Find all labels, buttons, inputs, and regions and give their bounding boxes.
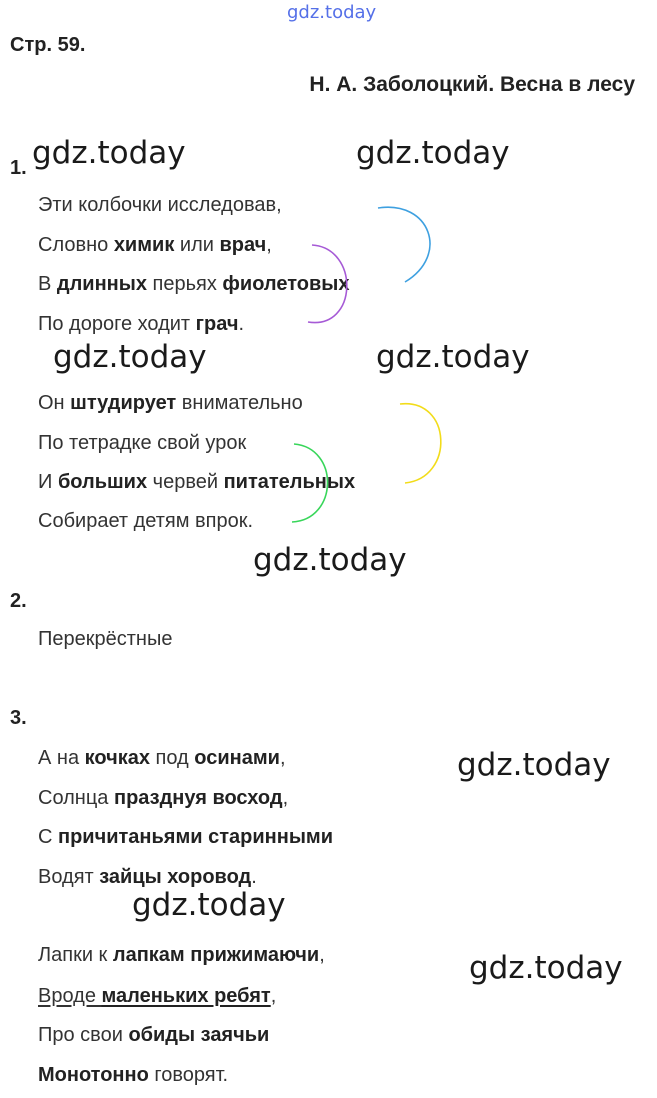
line-segment: . — [251, 866, 257, 888]
line-segment: празднуя восход — [113, 787, 283, 809]
line-segment: В — [38, 273, 57, 295]
poem-title: Н. А. Заболоцкий. Весна в лесу — [309, 73, 635, 96]
watermark: gdz.today — [53, 339, 207, 375]
line-segment: или — [174, 234, 220, 256]
watermark: gdz.today — [253, 542, 407, 578]
line-segment: Словно — [38, 234, 114, 256]
line-segment: химик — [113, 234, 175, 256]
watermark: gdz.today — [457, 747, 611, 783]
line-segment: Он — [38, 392, 71, 414]
rhyme-arc-green — [292, 444, 328, 522]
line-segment: Солнца — [38, 787, 114, 809]
line-segment: питательных — [223, 471, 356, 493]
line-segment: обиды заячьи — [128, 1024, 270, 1046]
task3-line — [38, 984, 276, 1008]
line-segment: зайцы хоровод — [99, 866, 252, 888]
rhyme-arc-blue — [378, 207, 430, 282]
line-segment: Монотонно — [38, 1064, 149, 1086]
task3-line — [38, 865, 257, 889]
task2-answer: Перекрёстные — [38, 628, 173, 650]
task3-line — [38, 943, 325, 967]
line-segment: , — [266, 234, 272, 256]
line-segment: осинами — [194, 747, 280, 769]
page-label: Стр. 59. — [10, 34, 86, 56]
line-segment: внимательно — [176, 392, 303, 414]
task-3-number: 3. — [10, 707, 27, 729]
line-segment: , — [319, 944, 325, 966]
line-segment: грач — [195, 313, 239, 335]
line-segment: Лапки к — [38, 944, 113, 966]
line-segment: , — [279, 747, 286, 769]
line-segment: длинных — [56, 273, 147, 295]
line-segment: С — [38, 826, 58, 848]
task3-line — [38, 746, 286, 770]
line-segment: под — [149, 747, 195, 769]
line-segment: И — [38, 471, 58, 493]
line-segment: По тетрадке свой урок — [38, 432, 247, 454]
line-segment: А на — [38, 747, 85, 769]
line-segment: Водят — [38, 866, 100, 888]
task3-line — [38, 786, 288, 810]
line-segment: кочках — [84, 747, 150, 769]
line-segment: По дороге ходит — [38, 313, 196, 335]
line-segment: говорят. — [148, 1064, 229, 1086]
watermark: gdz.today — [376, 339, 530, 375]
task3-line — [38, 825, 333, 849]
watermark: gdz.today — [32, 135, 186, 171]
line-segment: фиолетовых — [222, 273, 350, 295]
line-segment: . — [238, 313, 245, 335]
line-segment: маленьких ребят — [101, 985, 271, 1007]
line-segment: Вроде — [38, 985, 102, 1007]
line-segment: , — [282, 787, 289, 809]
line-segment: Про свои — [38, 1024, 129, 1046]
line-segment: больших — [57, 471, 148, 493]
line-segment: Собирает детям впрок. — [38, 510, 254, 532]
rhyme-arc-purple — [308, 245, 347, 323]
line-segment: , — [270, 985, 277, 1007]
task3-line — [38, 1063, 228, 1087]
line-segment: лапкам прижимаючи — [112, 944, 320, 966]
line-segment: перьях — [146, 273, 223, 295]
task3-line — [38, 1023, 269, 1047]
task-2-number: 2. — [10, 590, 27, 612]
line-segment: червей — [147, 471, 224, 493]
line-segment: врач — [219, 234, 267, 256]
watermark: gdz.today — [469, 950, 623, 986]
line-segment: штудирует — [70, 392, 177, 414]
watermark: gdz.today — [356, 135, 510, 171]
line-segment: причитаньями старинными — [58, 826, 333, 848]
task-1-number: 1. — [10, 157, 27, 179]
rhyme-arc-yellow — [400, 404, 441, 483]
line-segment: Эти колбочки исследовав, — [38, 194, 282, 216]
watermark: gdz.today — [132, 887, 286, 923]
watermark-top: gdz.today — [287, 2, 377, 23]
